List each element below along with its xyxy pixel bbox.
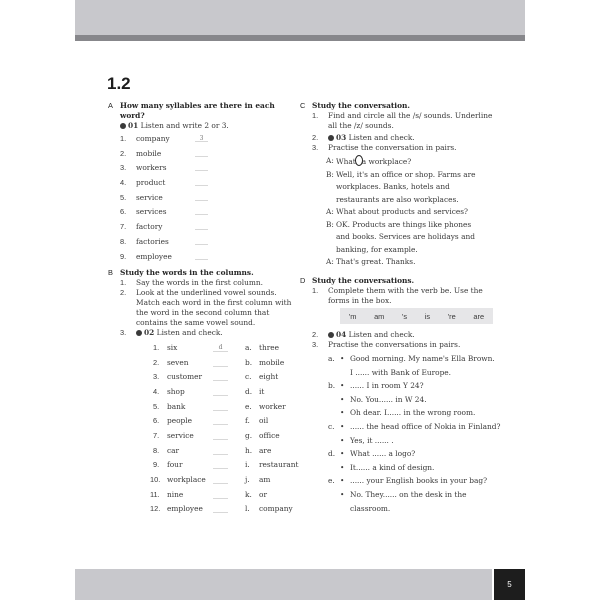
list-item: 3. workers (120, 163, 298, 178)
bullet-icon: • (340, 408, 345, 418)
heading-text: Study the words in the columns. (120, 268, 254, 277)
bullet-icon: • (340, 462, 345, 472)
conversation-line: a. • Good morning. My name's Ella Brown. (328, 354, 495, 363)
dialogue-line: B: OK. Products are things like phones and books. Services are holidays and banking, for example. (326, 219, 475, 254)
list-item: 7. factory (120, 222, 298, 237)
match-row: 9. four i. restaurant (153, 460, 299, 469)
section-d (300, 276, 502, 306)
match-row: 5. bank e. worker (153, 402, 286, 411)
answer-blank[interactable] (195, 207, 208, 215)
bullet-icon: • (340, 354, 345, 363)
forms-box (340, 308, 493, 324)
answer-blank[interactable] (213, 505, 228, 513)
conversation-line: d. • What ...... a logo? (328, 449, 416, 459)
bullet-icon: • (340, 489, 345, 499)
section-c-heading (300, 101, 502, 111)
form-option: is (424, 311, 431, 321)
section-a (108, 101, 298, 266)
match-row: 6. people f. oil (153, 416, 269, 425)
dialogue-line: A: What about products and services? (326, 207, 468, 216)
answer-blank[interactable]: d (213, 344, 228, 352)
section-b-heading (108, 268, 298, 278)
section-a-instruction (120, 121, 298, 131)
answer-blank[interactable] (213, 388, 228, 396)
conversation-line: b. • ...... I in room Y 24? (328, 381, 424, 391)
answer-blank[interactable] (213, 373, 228, 381)
conversation-line: • It...... a kind of design. (340, 462, 435, 472)
match-row: 12. employee l. company (150, 504, 293, 513)
list-item: 1. company 3 (120, 134, 298, 149)
conversation-line: • No. You...... in W 24. (340, 394, 427, 404)
step: 1. Find and circle all the /s/ sounds. Underline all the /z/ sounds. (312, 111, 493, 130)
section-c (300, 101, 502, 269)
conversation-line: • Oh dear. I...... in the wrong room. (340, 408, 476, 418)
match-row: 7. service g. office (153, 431, 280, 440)
list-item: 2. mobile (120, 149, 298, 164)
answer-blank[interactable] (213, 359, 228, 367)
audio-icon[interactable] (328, 332, 334, 338)
answer-blank[interactable] (213, 476, 228, 484)
form-option: 'm (348, 311, 357, 321)
page-number: 5 (494, 569, 525, 600)
audio-icon[interactable] (120, 123, 126, 129)
conversations (312, 354, 502, 517)
section-letter: A (108, 101, 113, 110)
answer-blank[interactable] (213, 403, 228, 411)
answer-blank[interactable] (213, 461, 228, 469)
audio-icon[interactable] (136, 330, 142, 336)
instruction-text: Listen and write 2 or 3. (140, 121, 229, 130)
step: 3. 02 Listen and check. (120, 328, 223, 337)
match-row: 1. six d a. three (153, 343, 280, 352)
unit-title: 1.2 (107, 74, 131, 93)
section-d-steps (312, 330, 502, 350)
step: 2. 04 Listen and check. (312, 330, 415, 339)
form-option: 's (402, 311, 408, 321)
header-bar (75, 0, 525, 35)
section-d-heading (300, 276, 502, 286)
header-band (75, 35, 525, 41)
section-letter: B (108, 268, 113, 277)
form-option: are (473, 311, 485, 321)
conversation-line: I ...... with Bank of Europe. (350, 367, 452, 377)
audio-track: 01 (128, 121, 139, 130)
step: 2. Look at the underlined vowel sounds. Match each word in the first column with the word in the second column that contains the same vowel sound. (120, 288, 292, 327)
bullet-icon: • (340, 381, 345, 391)
answer-blank[interactable] (195, 163, 208, 171)
bullet-icon: • (340, 394, 345, 404)
conversation-line: classroom. (350, 503, 391, 513)
answer-blank[interactable] (213, 491, 228, 499)
answer-blank[interactable] (213, 432, 228, 440)
match-row: 4. shop d. it (153, 387, 265, 396)
conversation-line: c. • ...... the head office of Nokia in Finland? (328, 421, 501, 431)
step: 2. 03 Listen and check. (312, 133, 415, 142)
heading-text: Study the conversation. (312, 101, 410, 110)
conversation-line: • Yes, it ...... . (340, 435, 394, 445)
bullet-icon: • (340, 449, 345, 459)
step: 1. Say the words in the first column. (120, 278, 263, 287)
step: 1. Complete them with the verb be. Use the forms in the box. (312, 286, 483, 305)
footer-bar (75, 569, 492, 600)
match-row: 8. car h. are (153, 446, 272, 455)
bullet-icon: • (340, 421, 345, 431)
bullet-icon: • (340, 476, 345, 486)
syllable-list (120, 134, 298, 266)
section-b (108, 268, 298, 338)
form-option: am (374, 311, 385, 321)
list-item: 6. services (120, 207, 298, 222)
match-row: 2. seven b. mobile (153, 358, 285, 367)
section-a-heading (108, 101, 298, 121)
section-letter: C (300, 101, 306, 110)
answer-blank[interactable] (195, 252, 208, 260)
heading-text: How many syllables are there in each word? (120, 101, 275, 120)
answer-blank[interactable] (195, 178, 208, 186)
answer-blank[interactable] (195, 222, 208, 230)
list-item: 5. service (120, 193, 298, 208)
dialogue-line: B: Well, it's an office or shop. Farms are workplaces. Banks, hotels and restaurants are also workplaces. (326, 169, 476, 204)
conversation-line: e. • ...... your English books in your bag? (328, 476, 488, 486)
heading-text: Study the conversations. (312, 276, 415, 285)
dialogue-line: A: That's great. Thanks. (326, 257, 416, 266)
answer-blank[interactable] (195, 237, 208, 245)
step: 3. Practise the conversations in pairs. (312, 340, 461, 349)
list-item: 9. employee (120, 252, 298, 267)
match-row: 11. nine k. or (150, 490, 267, 499)
list-item: 8. factories (120, 237, 298, 252)
dialogue (312, 155, 502, 269)
conversation-line: • No. They...... on the desk in the (340, 489, 467, 499)
bullet-icon: • (340, 435, 345, 445)
match-row: 3. customer c. eight (153, 372, 279, 381)
answer-blank[interactable] (213, 447, 228, 455)
answer-blank[interactable] (213, 417, 228, 425)
form-option: 're (447, 311, 456, 321)
audio-icon[interactable] (328, 135, 334, 141)
answer-blank[interactable]: 3 (195, 134, 208, 142)
dialogue-line: A: What a workplace? (326, 156, 412, 166)
match-row: 10. workplace j. am (150, 475, 271, 484)
answer-blank[interactable] (195, 193, 208, 201)
list-item: 4. product (120, 178, 298, 193)
answer-blank[interactable] (195, 149, 208, 157)
step: 3. Practise the conversation in pairs. (312, 143, 457, 152)
section-letter: D (300, 276, 306, 285)
